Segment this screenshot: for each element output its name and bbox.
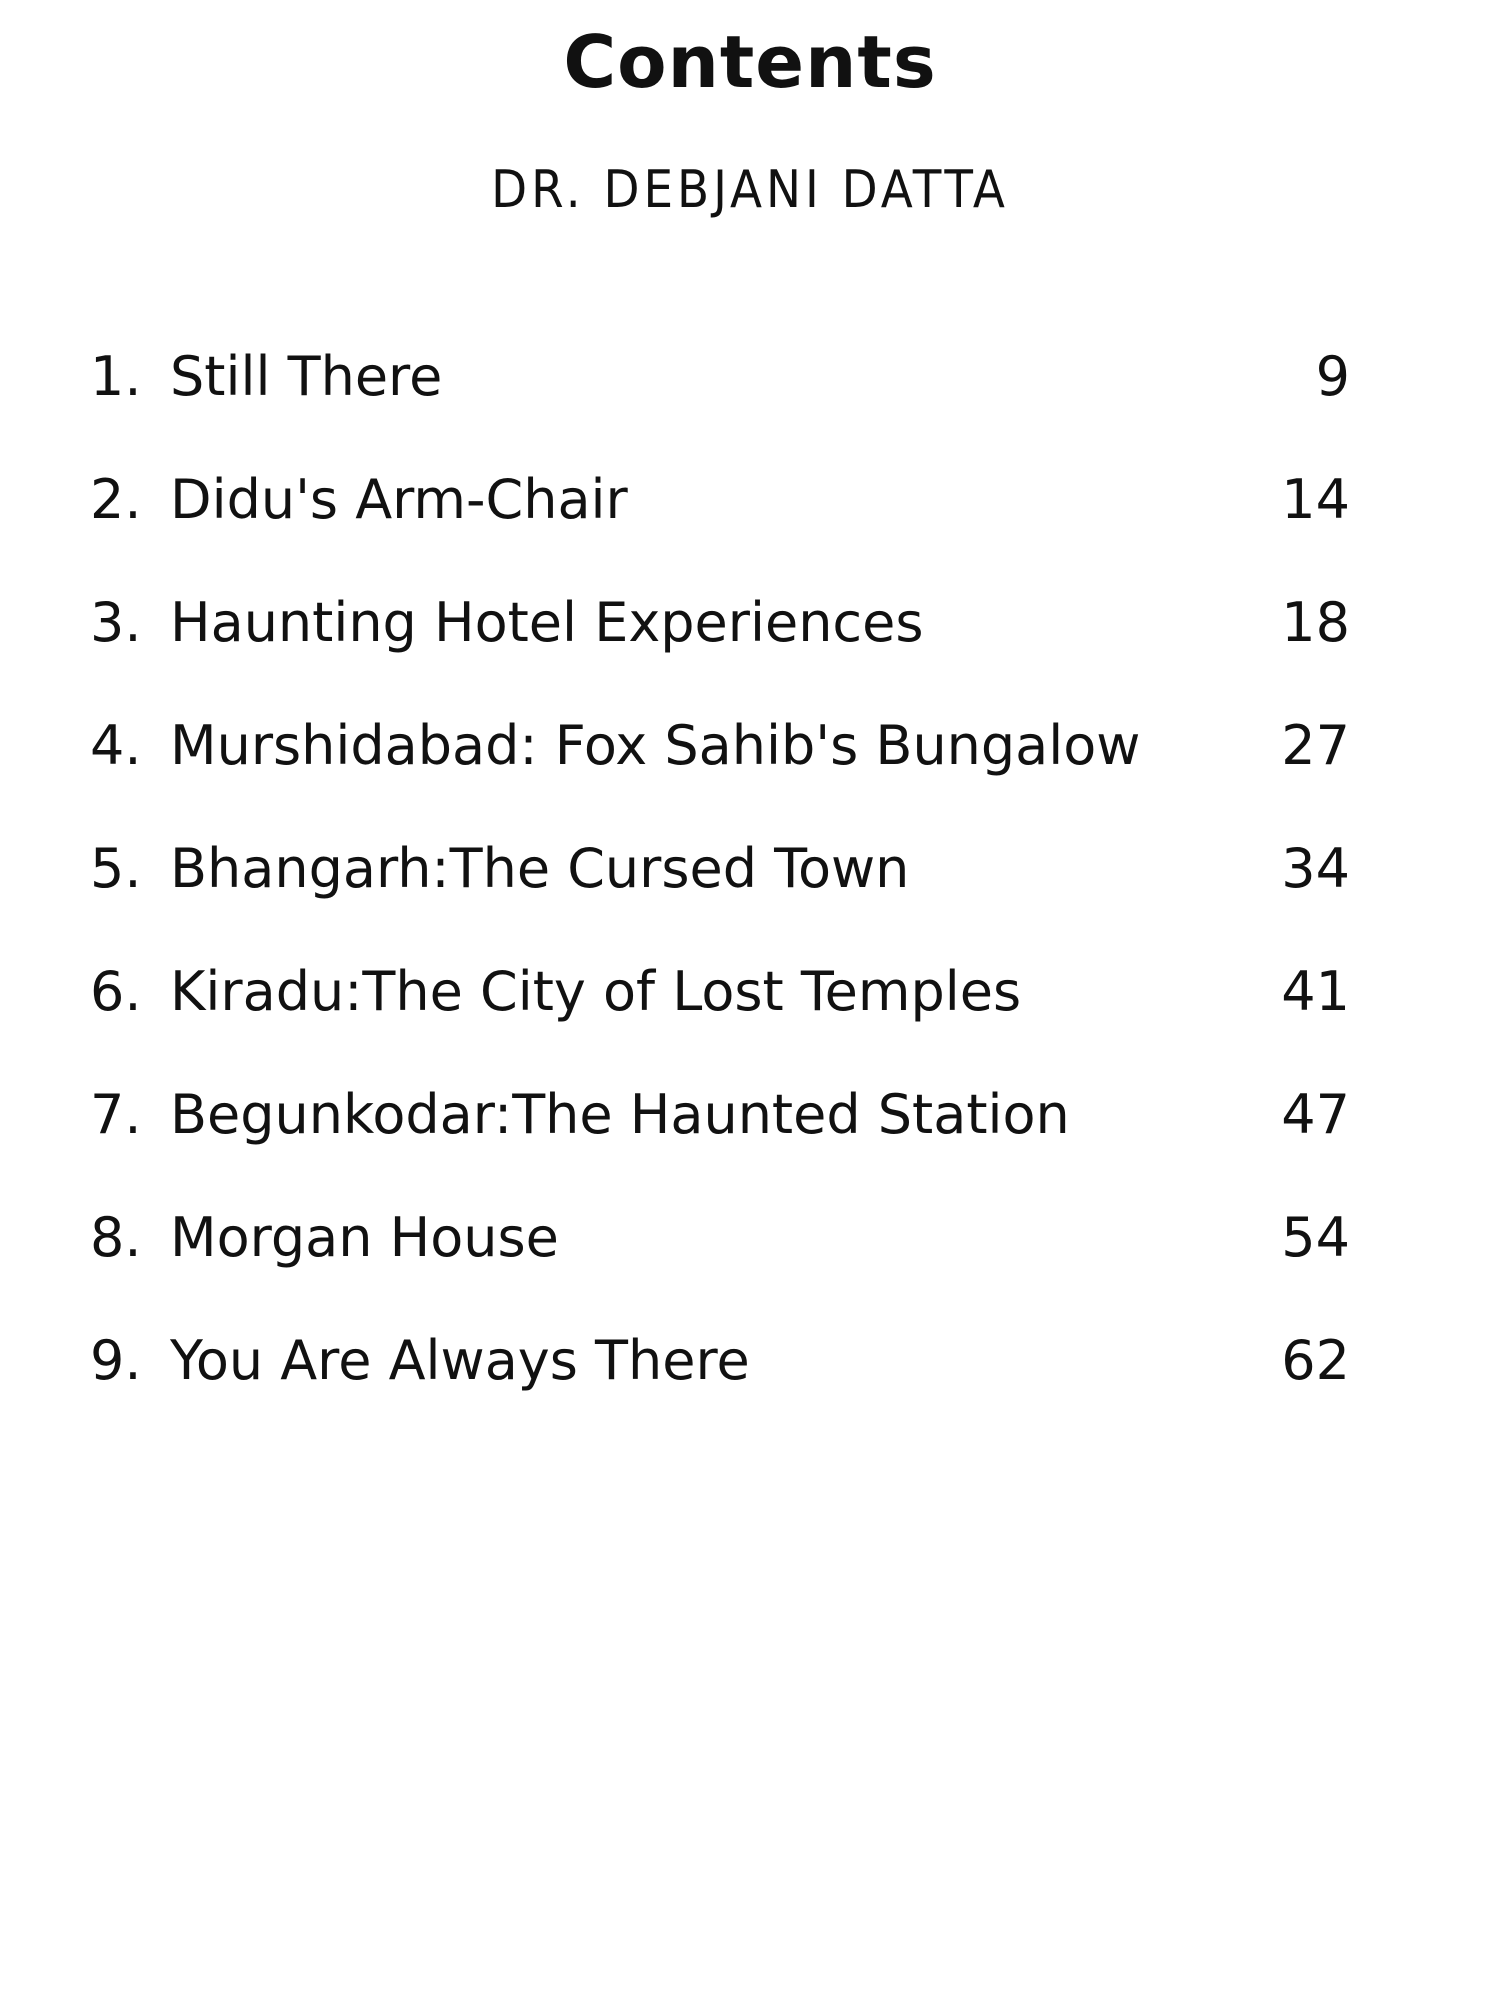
table-of-contents bbox=[90, 345, 1350, 1452]
toc-entry bbox=[90, 837, 1350, 960]
toc-entry-number: 8. bbox=[90, 1206, 142, 1269]
toc-entry-page: 9 bbox=[1315, 345, 1350, 408]
toc-entry-title: Murshidabad: Fox Sahib's Bungalow bbox=[170, 714, 1141, 777]
toc-entry-page: 14 bbox=[1281, 468, 1350, 531]
toc-entry-title: Begunkodar:The Haunted Station bbox=[170, 1083, 1070, 1146]
toc-entry-number: 9. bbox=[90, 1329, 142, 1392]
toc-entry-page: 54 bbox=[1281, 1206, 1350, 1269]
toc-entry bbox=[90, 345, 1350, 468]
toc-entry bbox=[90, 714, 1350, 837]
toc-entry-number: 7. bbox=[90, 1083, 142, 1146]
toc-entry bbox=[90, 960, 1350, 1083]
toc-entry-title: Didu's Arm-Chair bbox=[170, 468, 628, 531]
toc-entry-title: Morgan House bbox=[170, 1206, 559, 1269]
toc-entry-title: Bhangarh:The Cursed Town bbox=[170, 837, 910, 900]
toc-entry-number: 3. bbox=[90, 591, 142, 654]
toc-entry-number: 6. bbox=[90, 960, 142, 1023]
toc-entry bbox=[90, 1329, 1350, 1452]
toc-entry-title: Haunting Hotel Experiences bbox=[170, 591, 924, 654]
toc-entry-page: 27 bbox=[1281, 714, 1350, 777]
toc-entry-number: 4. bbox=[90, 714, 142, 777]
toc-entry-number: 2. bbox=[90, 468, 142, 531]
author-name: DR. DEBJANI DATTA bbox=[491, 160, 1009, 220]
toc-entry-page: 62 bbox=[1281, 1329, 1350, 1392]
toc-entry bbox=[90, 1206, 1350, 1329]
toc-entry-page: 47 bbox=[1281, 1083, 1350, 1146]
toc-entry-number: 1. bbox=[90, 345, 142, 408]
toc-entry-title: Kiradu:The City of Lost Temples bbox=[170, 960, 1022, 1023]
toc-entry-title: Still There bbox=[170, 345, 443, 408]
toc-entry bbox=[90, 1083, 1350, 1206]
toc-entry-page: 18 bbox=[1281, 591, 1350, 654]
toc-entry-page: 41 bbox=[1281, 960, 1350, 1023]
toc-entry-number: 5. bbox=[90, 837, 142, 900]
toc-entry-title: You Are Always There bbox=[170, 1329, 750, 1392]
toc-entry bbox=[90, 468, 1350, 591]
toc-entry bbox=[90, 591, 1350, 714]
toc-entry-page: 34 bbox=[1281, 837, 1350, 900]
page-title: Contents bbox=[563, 20, 937, 104]
